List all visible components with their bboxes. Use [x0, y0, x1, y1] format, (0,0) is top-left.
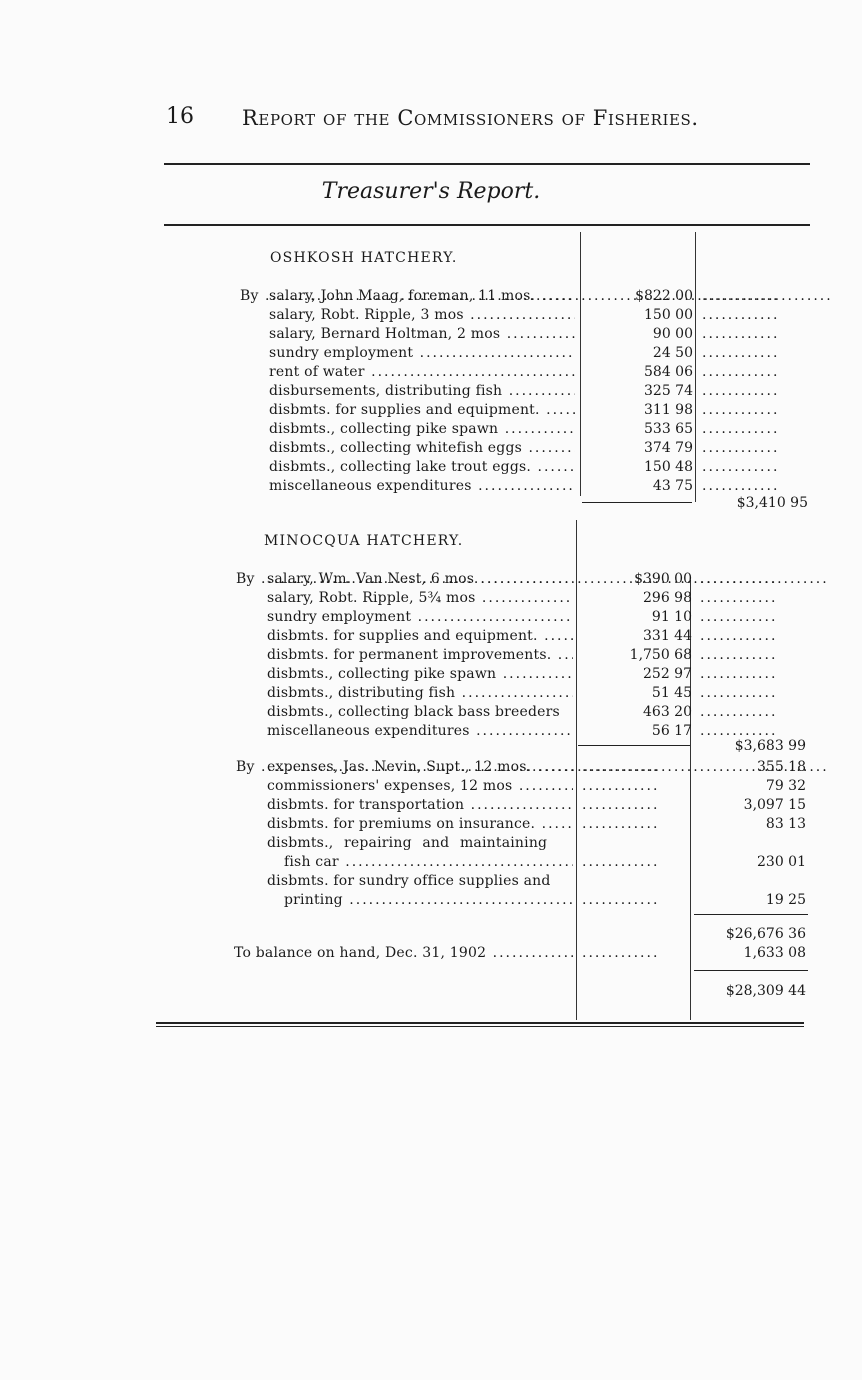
subtotal: $26,676 36 [725, 926, 806, 942]
section-title: Treasurer's Report. [321, 179, 541, 204]
column-rule-right [690, 580, 691, 1020]
leader-dots: ............ [702, 459, 780, 475]
row-amount: 56 17 [651, 723, 692, 739]
row-amount: 90 00 [652, 326, 693, 342]
row-description: disbmts. for transportation ..... [267, 797, 573, 813]
leader-dots: ............ [700, 590, 778, 606]
leader-dots: ............ [700, 647, 778, 663]
row-description: disbmts. for premiums on insurance. ..... [267, 816, 573, 832]
row-description: disbmts. for supplies and equipment. ..... [267, 628, 573, 644]
page-number: 16 [166, 104, 194, 129]
row-description: disbmts., collecting pike spawn ..... [267, 666, 573, 682]
row-amount: 150 00 [644, 307, 693, 323]
row-description: printing ..... [284, 892, 573, 908]
row-description: disbursements, distributing fish ..... [269, 383, 575, 399]
leader-dots: ............ [702, 440, 780, 456]
row-description: salary, John Maag, foreman, 11 mos. ..... [269, 288, 575, 304]
row-amount: 584 06 [644, 364, 693, 380]
subtotal-rule [694, 914, 808, 915]
oshkosh-heading: OSHKOSH HATCHERY. [270, 250, 458, 266]
row-amount: 296 98 [643, 590, 692, 606]
row-description: disbmts., collecting black bass breeders [267, 704, 560, 720]
row-amount: 91 10 [651, 609, 692, 625]
row-amount: 1,750 68 [629, 647, 692, 663]
leader-dots: ............ [702, 326, 780, 342]
row-amount: 374 79 [644, 440, 693, 456]
grand-total: $28,309 44 [725, 983, 806, 999]
leader-dots: ............ [582, 945, 660, 961]
leader-dots: ............ [700, 571, 778, 587]
leader-dots: ............ [702, 478, 780, 494]
row-description: rent of water ..... [269, 364, 575, 380]
row-amount: 230 01 [757, 854, 806, 870]
minocqua-heading: MINOCQUA HATCHERY. [264, 533, 464, 549]
leader-dots: ............ [700, 723, 778, 739]
leader-dots: ............ [582, 778, 660, 794]
row-amount: $822 00 [635, 288, 693, 304]
row-description: miscellaneous expenditures ..... [267, 723, 573, 739]
leader-dots: ............ [700, 628, 778, 644]
row-description: commissioners' expenses, 12 mos ..... [267, 778, 573, 794]
leader-dots: ............ [700, 704, 778, 720]
row-amount: 19 25 [765, 892, 806, 908]
leader-dots: ............ [582, 892, 660, 908]
leader-dots: ............ [582, 797, 660, 813]
row-description: disbmts. for sundry office supplies and [267, 873, 551, 889]
row-description: disbmts., collecting lake trout eggs. ..... [269, 459, 575, 475]
leader-dots: ............ [582, 816, 660, 832]
title-rule [164, 224, 810, 226]
minocqua-total: $3,683 99 [734, 738, 806, 754]
balance-amount: 1,633 08 [743, 945, 806, 961]
row-amount: 325 74 [644, 383, 693, 399]
row-amount: 311 98 [644, 402, 693, 418]
row-description: sundry employment ..... [267, 609, 573, 625]
leader-dots: ............ [702, 288, 780, 304]
leader-dots: ............ [700, 666, 778, 682]
row-amount: 252 97 [643, 666, 692, 682]
row-lead: By ..... [236, 759, 829, 775]
row-description: salary, Robt. Ripple, 3 mos ..... [269, 307, 575, 323]
oshkosh-total: $3,410 95 [736, 495, 808, 511]
row-amount: 533 65 [644, 421, 693, 437]
row-amount: 43 75 [652, 478, 693, 494]
row-amount: 463 20 [643, 704, 692, 720]
leader-dots: ............ [700, 685, 778, 701]
row-description: disbmts., collecting whitefish eggs ..... [269, 440, 575, 456]
top-rule [164, 163, 810, 165]
leader-dots: ............ [582, 854, 660, 870]
row-lead: By ..... [240, 288, 833, 304]
leader-dots: ............ [582, 759, 660, 775]
oshkosh-sum-rule [582, 502, 692, 503]
row-amount: 83 13 [765, 816, 806, 832]
row-description: disbmts., collecting pike spawn ..... [269, 421, 575, 437]
running-head: Report of the Commissioners of Fisheries. [242, 106, 699, 130]
leader-dots: ............ [702, 421, 780, 437]
row-amount: 3,097 15 [743, 797, 806, 813]
leader-dots: ............ [702, 383, 780, 399]
row-lead: By ..... [236, 571, 829, 587]
row-amount: 331 44 [643, 628, 692, 644]
bottom-rule [156, 1026, 804, 1027]
bottom-rule [156, 1022, 804, 1024]
row-description: disbmts., distributing fish ..... [267, 685, 573, 701]
balance-description: To balance on hand, Dec. 31, 1902 ..... [234, 945, 573, 961]
row-description: expenses, Jas. Nevin, Supt., 12 mos. ..... [267, 759, 573, 775]
row-description: fish car ..... [284, 854, 573, 870]
row-description: salary, Bernard Holtman, 2 mos ..... [269, 326, 575, 342]
row-description: miscellaneous expenditures ..... [269, 478, 575, 494]
grand-total-rule [694, 970, 808, 971]
row-description: salary, Robt. Ripple, 5¾ mos ..... [267, 590, 573, 606]
row-description: disbmts., repairing and maintaining [267, 835, 548, 851]
row-description: disbmts. for permanent improvements. ..... [267, 647, 573, 663]
row-description: salary, Wm. Van Nest, 6 mos ..... [267, 571, 573, 587]
row-amount: $390 00 [634, 571, 692, 587]
leader-dots: ............ [702, 345, 780, 361]
leader-dots: ............ [702, 402, 780, 418]
leader-dots: ............ [702, 364, 780, 380]
leader-dots: ............ [702, 307, 780, 323]
row-amount: 150 48 [644, 459, 693, 475]
column-rule-left [580, 232, 581, 496]
row-description: sundry employment ..... [269, 345, 575, 361]
column-rule-right [695, 232, 696, 502]
row-amount: 355 18 [757, 759, 806, 775]
leader-dots: ............ [700, 609, 778, 625]
row-description: disbmts. for supplies and equipment. ..... [269, 402, 575, 418]
row-amount: 24 50 [652, 345, 693, 361]
minocqua-sum-rule [578, 745, 690, 746]
row-amount: 79 32 [765, 778, 806, 794]
row-amount: 51 45 [651, 685, 692, 701]
